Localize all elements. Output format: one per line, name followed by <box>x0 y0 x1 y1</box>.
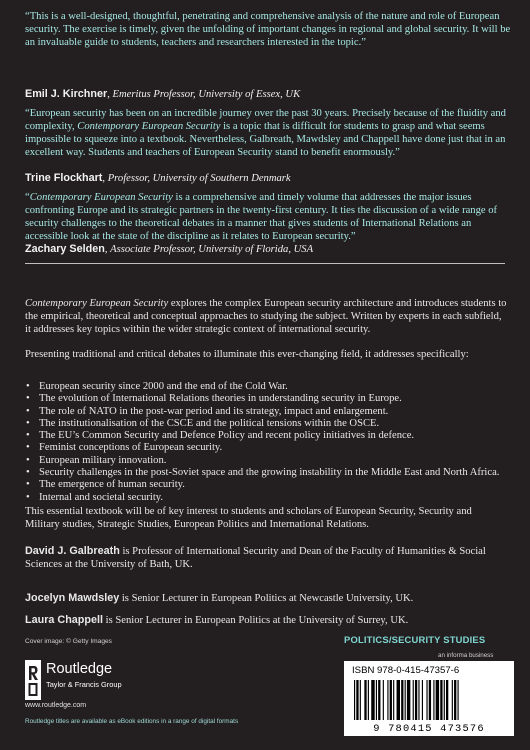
informa-tagline: an informa business <box>438 652 494 659</box>
author-bio-1 <box>25 545 505 571</box>
reviewer-affiliation-2: Professor, University of Southern Denmark <box>107 173 291 184</box>
list-item: • Feminist conceptions of European security. <box>25 442 505 454</box>
publisher-url: www.routledge.com <box>25 702 87 709</box>
list-item: • The emergence of human security. <box>25 479 505 491</box>
review-quote-2-title: Contemporary European Security <box>77 121 221 133</box>
author-bio-2 <box>25 592 505 605</box>
reviewer-affiliation-1: Emeritus Professor, University of Essex, UK <box>112 89 301 100</box>
barcode-panel <box>344 661 514 736</box>
list-item: • European security since 2000 and the end of the Cold War. <box>25 381 505 393</box>
reviewer-name-3: Zachary Selden <box>25 243 105 255</box>
author-bio-3-text: is Senior Lecturer in European Politics at the University of Surrey, UK. <box>103 615 409 626</box>
reviewer-name-2: Trine Flockhart <box>25 172 103 184</box>
review-attribution-2: Trine Flockhart, Professor, University of Southern Denmark <box>25 172 291 184</box>
list-item: • The institutionalisation of the CSCE and the political tensions within the OSCE. <box>25 418 505 430</box>
review-quote-2 <box>25 107 515 159</box>
review-quote-1-text: “This is a well-designed, thoughtful, penetrating and comprehensive analysis of the nature and role of European security. The exercise is timely, given the unfolding of important changes in regional and global security. It will be an invaluable guide to students, teachers and researchers interested in the topic.” <box>25 11 511 49</box>
author-bio-3 <box>25 614 505 627</box>
barcode-number: 9 780415 473576 <box>373 723 485 735</box>
isbn-label: ISBN 978-0-415-47357-6 <box>352 665 460 676</box>
list-item: • European military innovation. <box>25 455 505 467</box>
ebook-note: Routledge titles are available as eBook editions in a range of digital formats <box>25 718 239 725</box>
list-item: • The evolution of International Relations theories in understanding security in Europe. <box>25 393 505 405</box>
reviewer-name-1: Emil J. Kirchner <box>25 88 108 100</box>
author-bio-2-text: is Senior Lecturer in European Politics at Newcastle University, UK. <box>119 593 414 604</box>
author-name-2: Jocelyn Mawdsley <box>25 592 120 604</box>
list-item: • The role of NATO in the post-war period and its strategy, impact and enlargement. <box>25 406 505 418</box>
description-closing: This essential textbook will be of key interest to students and scholars of European Security, Security and Military studies, Strategic Studies, European Politics and International Relations. <box>25 506 472 531</box>
review-quote-3 <box>25 191 515 243</box>
list-item: • Security challenges in the post-Soviet space and the growing instability in the Middle East and North Africa. <box>25 467 505 479</box>
publisher-name: Routledge <box>46 661 113 677</box>
topic-list <box>25 381 505 504</box>
description-intro-text: explores the complex European security architecture and introduces students to the empirical, theoretical and conceptual approaches to studying the subject. Written by experts in each subfield, it addresses key topics within the wider strategic context of international security. <box>25 298 507 336</box>
divider-rule <box>25 263 505 264</box>
review-quote-3-part2: is a comprehensive and timely volume that addresses the major issues confronting Europe and its strategic partners in the twenty-first century. It ties the discussion of a wide range of security challenges to the theoretical debates in a manner that gives students of International Relations an accessible look at the state of the discipline as it relates to European security.” <box>25 192 498 243</box>
author-bio-1-text: is Professor of International Security and Dean of the Faculty of Humanities & Social Sciences at the University of Bath, UK. <box>25 546 486 571</box>
review-quote-3-title: Contemporary European Security <box>29 192 173 203</box>
description-book-title: Contemporary European Security <box>25 298 169 309</box>
review-attribution-1: Emil J. Kirchner, Emeritus Professor, University of Essex, UK <box>25 88 301 100</box>
publisher-subtitle: Taylor & Francis Group <box>46 680 122 689</box>
description-lead: Presenting traditional and critical debates to illuminate this ever-changing field, it addresses specifically: <box>25 349 469 360</box>
subject-category: POLITICS/SECURITY STUDIES <box>344 634 486 645</box>
review-attribution-3: Zachary Selden, Associate Professor, University of Florida, USA <box>25 243 314 255</box>
list-item: • Internal and societal security. <box>25 492 505 504</box>
review-quote-2-part2: is a topic that is difficult for students to grasp and what seems impossible to squeeze into a textbook. Nevertheless, Galbreath, Mawdsley and Chappell have done just that in an excellent way. Students and teachers of European Security stand to benefit enormously.” <box>25 121 506 159</box>
review-quote-2-part1: “European security has been on an incredible journey over the past 30 years. Precisely because of the fluidity and complexity, <box>25 108 506 133</box>
cover-credit: Cover image: © Getty Images <box>25 638 112 645</box>
author-name-1: David J. Galbreath <box>25 545 120 557</box>
description-intro <box>25 297 507 337</box>
review-quote-1 <box>25 10 515 49</box>
reviewer-affiliation-3: Associate Professor, University of Florida, USA <box>110 244 314 255</box>
barcode-icon <box>350 680 510 720</box>
list-item: • The EU’s Common Security and Defence Policy and recent policy initiatives in defence. <box>25 430 505 442</box>
review-quote-3-open: “ <box>25 192 30 203</box>
author-name-3: Laura Chappell <box>25 614 103 626</box>
